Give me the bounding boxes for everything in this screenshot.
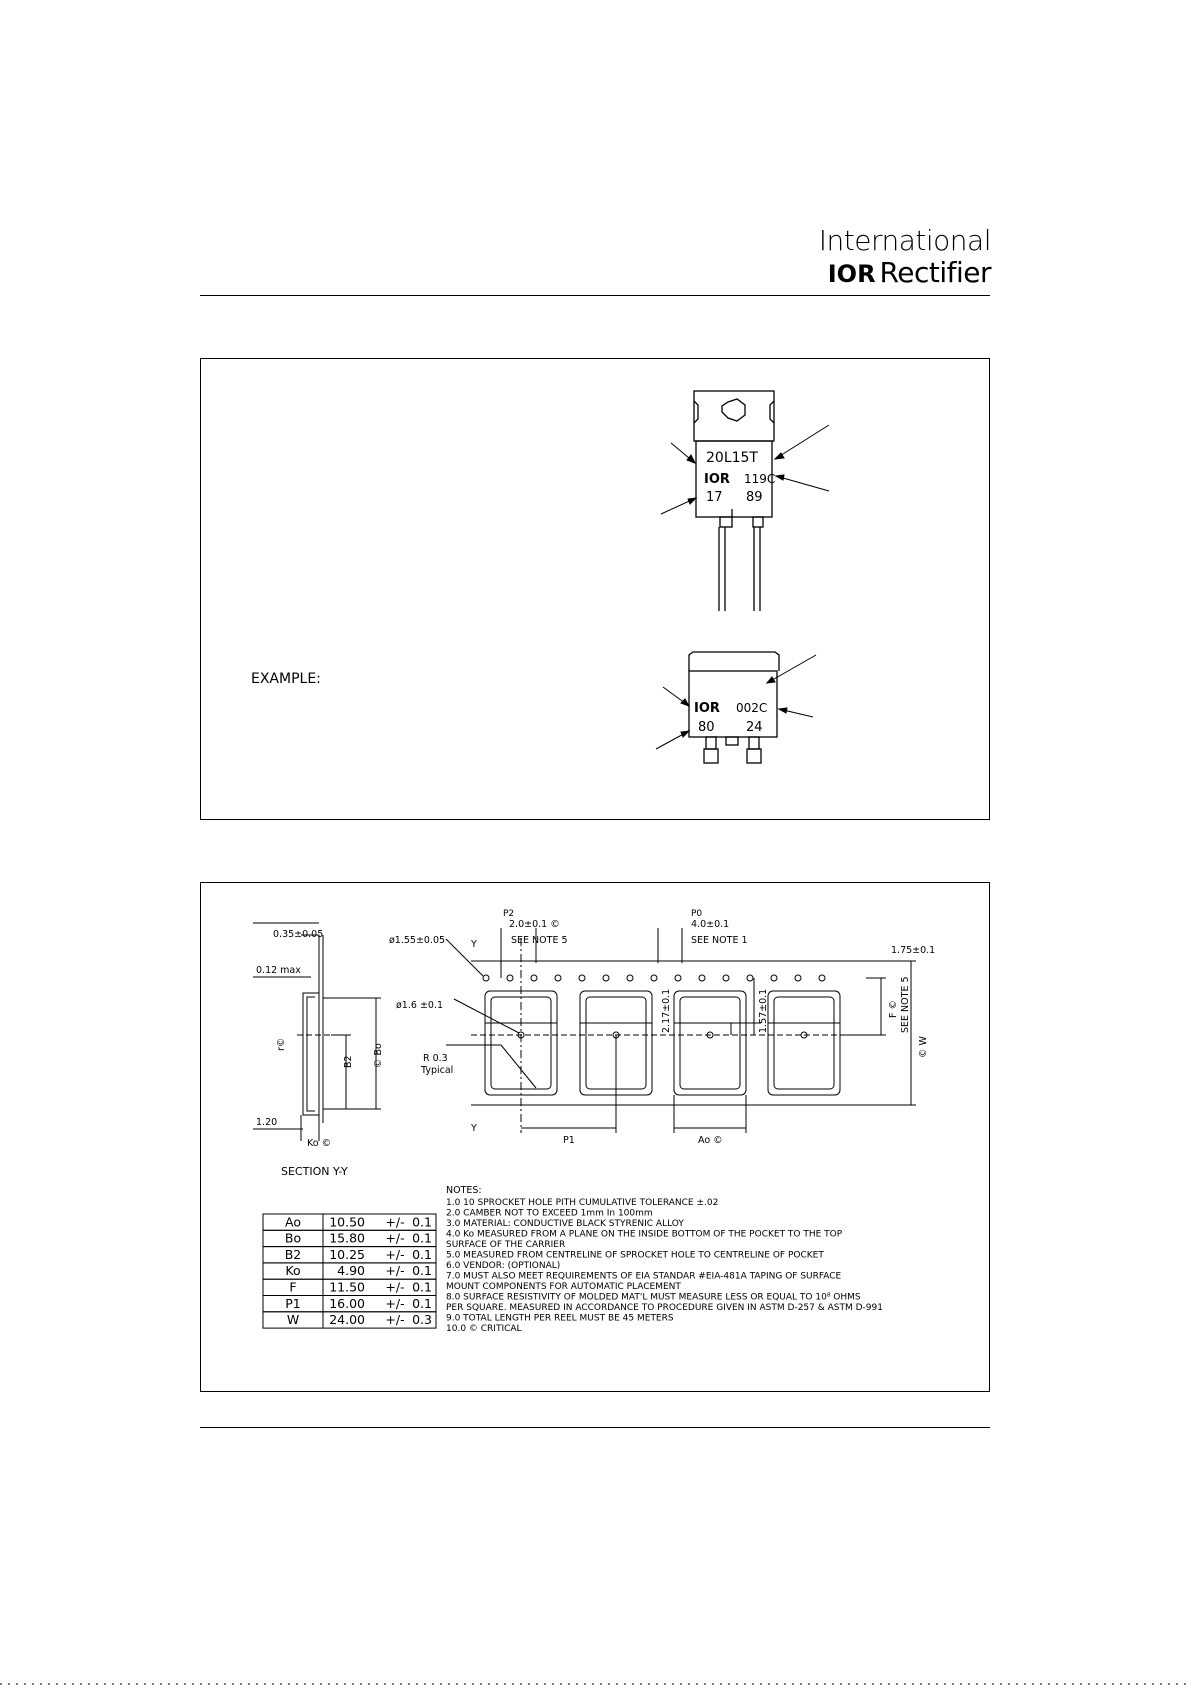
note-line: 9.0 TOTAL LENGTH PER REEL MUST BE 45 METERS [446, 1313, 674, 1324]
dim-r: r© [276, 1037, 287, 1051]
y-marker-bottom: Y [471, 1123, 477, 1134]
dim-w: © W [918, 1036, 929, 1058]
dim-see-note-5-vertical: SEE NOTE 5 [900, 976, 911, 1033]
to220-part-number: 20L15T [706, 450, 758, 466]
sprocket-holes [483, 975, 825, 981]
table-cell-tolerance-sign: +/- [385, 1230, 405, 1246]
table-cell-tolerance-sign: +/- [385, 1214, 405, 1230]
d2pak-date-code: 002C [736, 701, 768, 715]
to220-date-code: 119C [744, 472, 776, 486]
note-line: 6.0 VENDOR: (OPTIONAL) [446, 1261, 561, 1271]
part-marking-drawing [201, 359, 988, 818]
dim-p2-value: 2.0±0.1 © [509, 919, 560, 930]
to220-arrows [661, 425, 829, 514]
note-line: SURFACE OF THE CARRIER [446, 1240, 566, 1250]
dimensions-table [263, 1214, 436, 1328]
dim-bo: © Bo [373, 1043, 384, 1068]
dim-b2: B2 [343, 1055, 354, 1068]
d2pak-lot-left: 80 [698, 720, 715, 735]
to220-ior-logo: IOR [704, 472, 730, 487]
table-cell-symbol: Ao [285, 1214, 301, 1230]
table-cell-tolerance: 0.1 [412, 1214, 432, 1230]
table-cell-value: 4.90 [337, 1263, 365, 1279]
company-logo [819, 225, 991, 290]
dim-217: 2.17±0.1 [661, 988, 672, 1033]
section-yy-title: SECTION Y-Y [281, 1165, 348, 1178]
note-line: MOUNT COMPONENTS FOR AUTOMATIC PLACEMENT [446, 1282, 681, 1292]
table-cell-tolerance-sign: +/- [385, 1279, 405, 1295]
dim-p0: P0 [691, 909, 703, 919]
carrier-tape [446, 928, 916, 1133]
mounting-hole [722, 399, 745, 421]
table-cell-symbol: Bo [284, 1230, 302, 1246]
note-line: PER SQUARE. MEASURED IN ACCORDANCE TO PROCEDURE GIVEN IN ASTM D-257 & ASTM D-991 [446, 1303, 883, 1313]
dim-175: 1.75±0.1 [891, 945, 936, 956]
page-bottom-marks [0, 1681, 1191, 1685]
table-cell-tolerance: 0.1 [412, 1246, 432, 1262]
table-cell-tolerance-sign: +/- [385, 1295, 405, 1311]
table-cell-symbol: B2 [284, 1246, 302, 1262]
d2pak-ior-logo: IOR [694, 701, 720, 716]
dim-p0-value: 4.0±0.1 [691, 919, 730, 930]
note-line: 1.0 10 SPROCKET HOLE PITH CUMULATIVE TOLERANCE ±.02 [446, 1198, 719, 1208]
part-marking-panel [200, 358, 990, 820]
tape-reel-drawing [201, 883, 988, 1390]
note-line: 10.0 © CRITICAL [446, 1324, 522, 1334]
table-cell-tolerance-sign: +/- [385, 1312, 405, 1328]
table-cell-value: 16.00 [329, 1295, 365, 1311]
header-rule [200, 295, 990, 296]
section-yy-profile [253, 923, 381, 1141]
dim-typical: Typical [421, 1065, 454, 1076]
table-cell-tolerance: 0.3 [412, 1312, 432, 1328]
dim-ao: Ao © [698, 1135, 723, 1146]
table-cell-tolerance: 0.1 [412, 1230, 432, 1246]
to220-lot-right: 89 [746, 490, 763, 505]
dim-p1: P1 [563, 1135, 575, 1146]
dim-see-note-5: SEE NOTE 5 [511, 935, 568, 946]
dim-r03: R 0.3 [423, 1053, 448, 1064]
ior-logo-mark: IOR [827, 260, 876, 288]
dim-f: F © [888, 1000, 899, 1018]
table-cell-value: 10.50 [329, 1214, 365, 1230]
table-cell-symbol: W [286, 1312, 300, 1328]
d2pak-lot-right: 24 [746, 720, 763, 735]
dim-120: 1.20 [256, 1117, 278, 1128]
table-cell-value: 15.80 [329, 1230, 365, 1246]
logo-text-rectifier-line [819, 257, 991, 290]
footer-rule [200, 1427, 990, 1428]
notes-list [446, 1198, 883, 1334]
dim-ko: Ko © [307, 1138, 332, 1149]
note-line: 3.0 MATERIAL: CONDUCTIVE BLACK STYRENIC ALLOY [446, 1219, 684, 1229]
tape-and-reel-panel [200, 882, 990, 1392]
note-line: 7.0 MUST ALSO MEET REQUIREMENTS OF EIA STANDAR #EIA-481A TAPING OF SURFACE [446, 1271, 842, 1282]
logo-text-international: International [818, 224, 991, 257]
table-cell-tolerance-sign: +/- [385, 1246, 405, 1262]
to220-lot-left: 17 [706, 490, 723, 505]
note-line: 4.0 Ko MEASURED FROM A PLANE ON THE INSIDE BOTTOM OF THE POCKET TO THE TOP [446, 1229, 843, 1240]
dim-see-note-1: SEE NOTE 1 [691, 935, 748, 946]
dim-hole-155: ø1.55±0.05 [389, 935, 446, 946]
dim-157: 1.57±0.1 [758, 988, 769, 1033]
logo-text-rectifier: Rectifier [879, 256, 991, 289]
note-line: 5.0 MEASURED FROM CENTRELINE OF SPROCKET HOLE TO CENTRELINE OF POCKET [446, 1250, 824, 1261]
table-cell-value: 10.25 [329, 1246, 365, 1262]
dim-p2: P2 [503, 909, 515, 919]
dim-035: 0.35±0.05 [273, 929, 324, 940]
note-line: 2.0 CAMBER NOT TO EXCEED 1mm In 100mm [446, 1208, 653, 1219]
note-line: 8.0 SURFACE RESISTIVITY OF MOLDED MAT'L MUST MEASURE LESS OR EQUAL TO 10⁸ OHMS [446, 1292, 861, 1303]
table-cell-value: 24.00 [329, 1312, 365, 1328]
table-cell-symbol: P1 [285, 1295, 301, 1311]
table-cell-tolerance: 0.1 [412, 1263, 432, 1279]
table-cell-tolerance-sign: +/- [385, 1263, 405, 1279]
example-label: EXAMPLE: [251, 671, 321, 687]
table-cell-tolerance: 0.1 [412, 1279, 432, 1295]
dim-hole-16: ø1.6 ±0.1 [396, 1000, 444, 1011]
table-cell-tolerance: 0.1 [412, 1295, 432, 1311]
y-marker-top: Y [471, 939, 477, 950]
table-cell-value: 11.50 [329, 1279, 365, 1295]
notes-title: NOTES: [446, 1185, 482, 1196]
table-cell-symbol: F [289, 1279, 297, 1295]
dim-012-max: 0.12 max [256, 965, 301, 976]
table-cell-symbol: Ko [285, 1263, 301, 1279]
